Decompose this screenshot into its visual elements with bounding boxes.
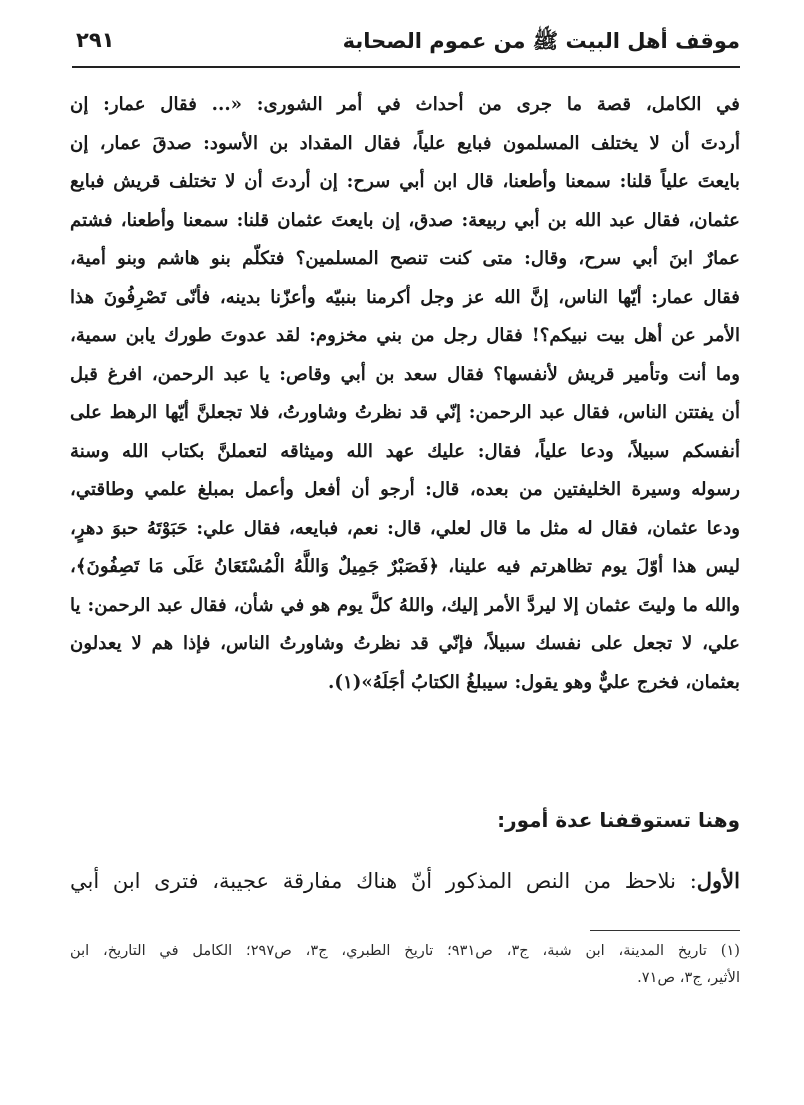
running-title: موقف أهل البيت ﷺ من عموم الصحابة — [342, 29, 740, 53]
footnote-divider — [590, 930, 740, 931]
text-line: رسوله وسيرة الخليفتين من بعده، قال: أرجو أن أفعل وأعمل بمبلغ علمي وطاقتي، — [70, 479, 740, 500]
text-line: وما أنت وتأمير قريش لأنفسها؟ فقال سعد بن أبي وقاص: يا عبد الرحمن، افرغ قبل — [70, 363, 740, 385]
section-heading: وهنا تستوقفنا عدة أمور: — [497, 808, 740, 832]
text-line: أن يفتتن الناس، فقال عبد الرحمن: إنّي قد نظرتُ وشاورتُ، فلا تجعلنَّ أيّها الرهط على — [70, 402, 740, 423]
text-line: فقال عمار: أيّها الناس، إنَّ الله عز وجل أكرمنا بنبيّه وأعزّنا بدينه، فأنّى تَصْرِفُونَ هذا — [70, 286, 740, 308]
text-line: أردتَ أن لا يختلف المسلمون فبايع علياً، فقال المقداد بن الأسود: صدقَ عمار، إن — [70, 132, 740, 154]
text-line-quran-verse: ليس هذا أوّلَ يوم تظاهرتم فيه علينا، ﴿فَصَبْرٌ جَمِيلٌ وَاللَّهُ الْمُسْتَعَانُ عَلَى مَا تَصِفُونَ﴾، — [70, 556, 740, 577]
point-text: : نلاحظ من النص المذكور أنّ هناك مفارقة عجيبة، فترى ابن أبي — [70, 869, 697, 893]
text-line: عمارٌ ابنَ أبي سرح، وقال: متى كنت تنصح المسلمين؟ فتكلّم بنو هاشم وبنو أمية، — [70, 248, 740, 269]
page-header — [72, 20, 740, 68]
footnote-line: الأثير، ج٣، ص٧١. — [637, 969, 740, 986]
main-paragraph — [70, 86, 740, 702]
footnote — [70, 937, 740, 991]
text-line: أنفسكم سبيلاً، ودعا علياً، فقال: عليك عهد الله وميثاقه لتعملنَّ بكتاب الله وسنة — [70, 440, 740, 462]
text-line: في الكامل، قصة ما جرى من أحداث في أمر الشورى: «... فقال عمار: إن — [70, 94, 740, 115]
point-label: الأول — [696, 868, 740, 893]
first-point-paragraph — [70, 858, 740, 904]
footnote-line: (١) تاريخ المدينة، ابن شبة، ج٣، ص٩٣١؛ تاريخ الطبري، ج٣، ص٢٩٧؛ الكامل في التاريخ، ابن — [70, 942, 740, 959]
text-line: والله ما وليتَ عثمان إلا ليردَّ الأمر إليك، واللهُ كلَّ يوم هو في شأن، فقال عبد الرحمن: يا — [70, 594, 740, 616]
page-number: ٢٩١ — [76, 28, 115, 52]
text-line: ودعا عثمان، فقال له مثل ما قال لعلي، قال: نعم، فبايعه، فقال علي: حَبَوْتَهُ حبوَ دهرٍ، — [70, 517, 740, 539]
text-line: علي، لا تجعل على نفسك سبيلاً، فإنّي قد نظرتُ وشاورتُ الناس، فإذا هم لا يعدلون — [70, 633, 740, 654]
text-line: الأمر عن أهل بيت نبيكم؟! فقال رجل من بني مخزوم: لقد عدوتَ طورك يابن سمية، — [70, 325, 740, 346]
text-line: بعثمان، فخرج عليٌّ وهو يقول: سيبلغُ الكتابُ أجَلَهُ»(١). — [328, 671, 740, 693]
text-line: بايعتَ علياً قلنا: سمعنا وأطعنا، قال ابن أبي سرح: إن أردتَ أن لا تختلف قريش فبايع — [70, 171, 740, 192]
text-line: عثمان، فقال عبد الله بن أبي ربيعة: صدق، إن بايعتَ عثمان قلنا: سمعنا وأطعنا، فشتم — [70, 209, 740, 231]
